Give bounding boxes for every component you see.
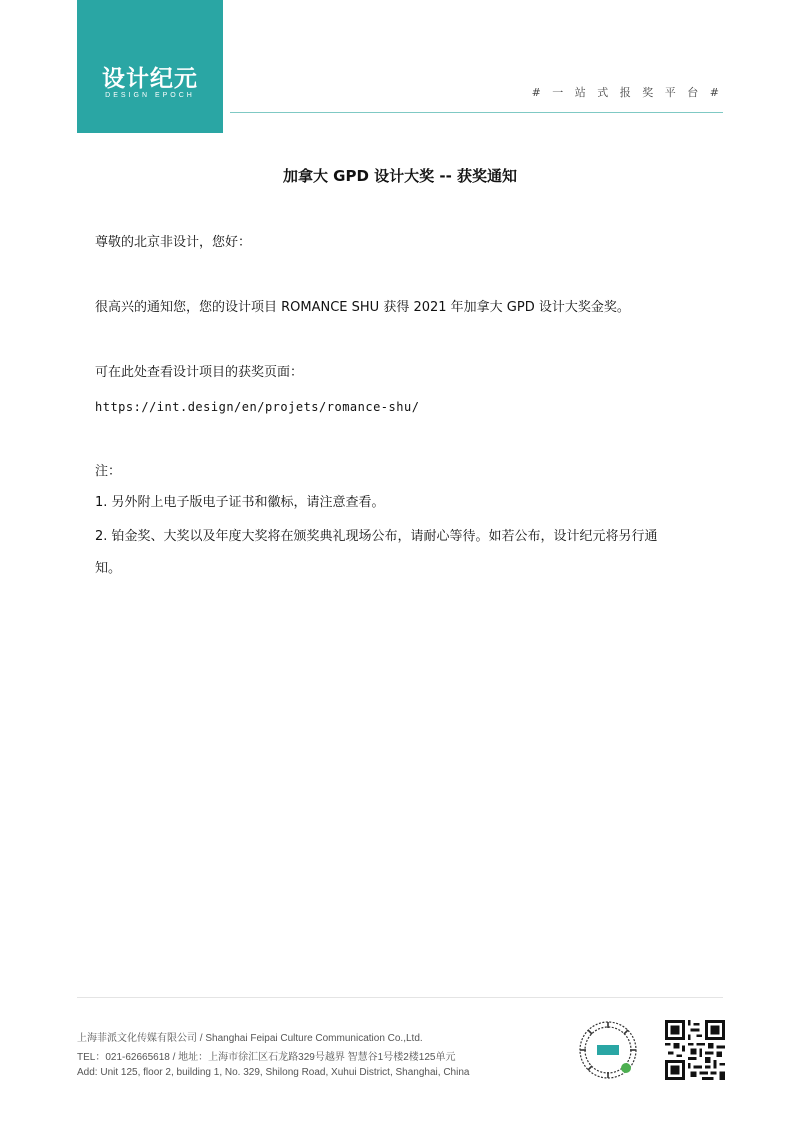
greeting: 尊敬的北京非设计，您好：: [95, 235, 252, 250]
project-link[interactable]: https://int.design/en/projets/romance-shu/: [95, 400, 420, 414]
header-divider: [230, 112, 723, 113]
logo-text: 设计纪元: [102, 66, 198, 92]
brand-logo-block: [77, 0, 223, 133]
footer-contact: TEL：021-62665618 / 地址：上海市徐汇区石龙路329号越界 智慧谷1号楼2楼125单元: [77, 1052, 456, 1063]
footer-address: Add: Unit 125, floor 2, building 1, No. 329, Shilong Road, Xuhui District, Shanghai, China: [77, 1067, 470, 1078]
note-heading: 注：: [95, 464, 122, 479]
footer-company: 上海菲派文化传媒有限公司 / Shanghai Feipai Culture Communication Co.,Ltd.: [77, 1033, 423, 1044]
header-tagline: # 一 站 式 报 奖 平 台 #: [531, 86, 723, 99]
document-title: 加拿大 GPD 设计大奖 -- 获奖通知: [282, 167, 518, 185]
note-item-2-line-2: 知。: [95, 561, 122, 576]
mini-program-code-icon: [578, 1020, 638, 1080]
logo-subtext: DESIGN EPOCH: [105, 92, 195, 99]
qr-code-icon: [665, 1020, 725, 1080]
footer-divider: [77, 997, 723, 998]
note-item-1: 1. 另外附上电子版电子证书和徽标，请注意查看。: [95, 495, 385, 510]
announcement: 很高兴的通知您，您的设计项目 ROMANCE SHU 获得 2021 年加拿大 GPD 设计大奖金奖。: [95, 300, 630, 315]
link-intro: 可在此处查看设计项目的获奖页面：: [95, 365, 304, 380]
note-item-2-line-1: 2. 铂金奖、大奖以及年度大奖将在颁奖典礼现场公布，请耐心等待。如若公布，设计纪元将另行通: [95, 529, 658, 544]
